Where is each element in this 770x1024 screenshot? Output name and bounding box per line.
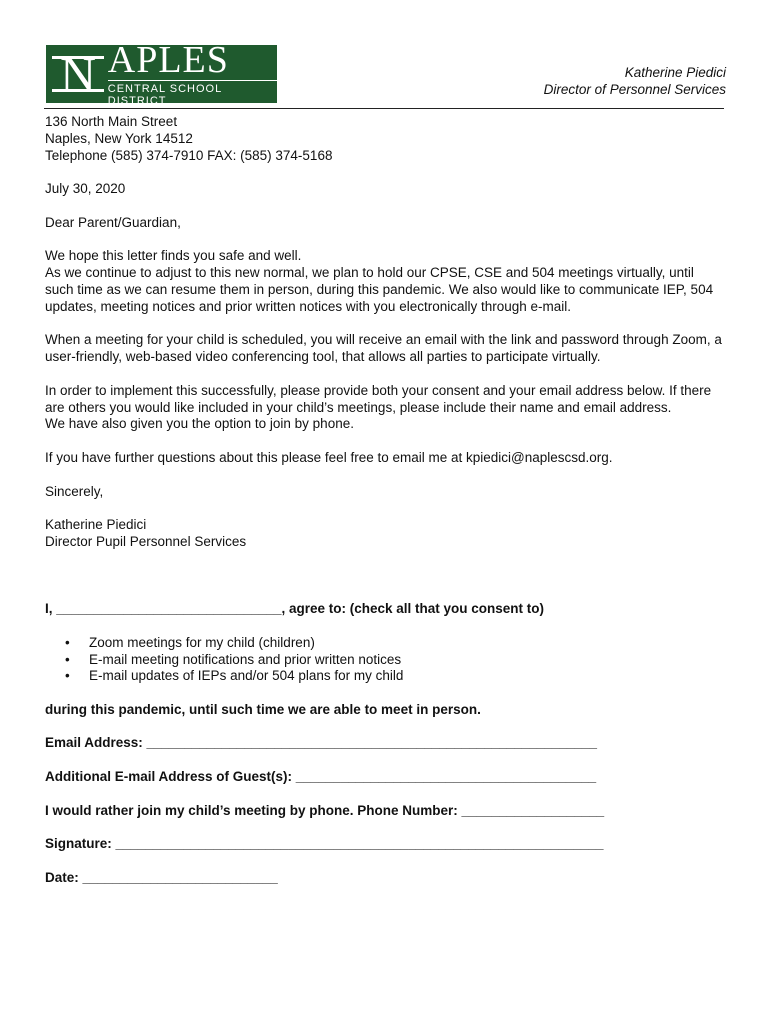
paragraph-1-line-2: As we continue to adjust to this new normal, we plan to hold our CPSE, CSE and 504 meetings virtually, until such time as we can resume them in person, during this pandemic. We also would like to communicate IEP, 504 updates, meeting notices and prior written notices with you electronically through e-mail. [45,265,714,314]
address-phone: Telephone (585) 374-7910 FAX: (585) 374-5168 [45,147,333,163]
address-street: 136 North Main Street [45,114,178,129]
consent-option-zoom[interactable]: • Zoom meetings for my child (children) [65,635,725,652]
naples-logo [46,38,277,107]
paragraph-4: If you have further questions about this please feel free to email me at kpiedici@naplescsd.org. [45,449,613,465]
phone-number-field[interactable]: I would rather join my child’s meeting by phone. Phone Number: ___________________ [45,802,605,818]
signature-name: Katherine Piedici [45,517,147,533]
consent-option-email-notices[interactable]: • E-mail meeting notifications and prior written notices [65,652,725,669]
logo-subtitle: CENTRAL SCHOOL DISTRICT [108,80,277,107]
consent-options-list [45,635,725,685]
salutation: Dear Parent/Guardian, [45,214,181,230]
letter-date: July 30, 2020 [45,181,126,197]
paragraph-2: When a meeting for your child is scheduled, you will receive an email with the link and password through Zoom, a user-friendly, web-based video conferencing tool, that allows all parties to participate virtually. [45,332,722,365]
header-divider [44,108,724,109]
logo-name: APLES [107,38,229,81]
address-city: Naples, New York 14512 [45,130,193,146]
guest-email-field[interactable]: Additional E-mail Address of Guest(s): ________________________________________ [45,769,597,785]
consent-line: I, ______________________________, agree to: (check all that you consent to) [45,601,545,617]
logo-emblem [52,45,102,103]
logo-letter: N [59,46,97,102]
signature-field[interactable]: Signature: _________________________________________________________________ [45,836,604,852]
date-field[interactable]: Date: __________________________ [45,869,278,885]
paragraph-3-line-1: In order to implement this successfully, please provide both your consent and your email address below. If there are others you would like included in your child’s meetings, please include their name and email address. [45,382,712,415]
letter-body [45,114,725,887]
sender-name: Katherine Piedici [624,65,726,80]
sender-title: Director of Personnel Services [543,82,726,97]
paragraph-3-line-2: We have also given you the option to join by phone. [45,416,354,432]
closing: Sincerely, [45,483,104,499]
logo-wordmark [107,38,277,107]
email-address-field[interactable]: Email Address: ____________________________________________________________ [45,735,598,751]
consent-option-email-updates[interactable]: • E-mail updates of IEPs and/or 504 plans for my child [65,668,725,685]
signature-title: Director Pupil Personnel Services [45,533,247,549]
paragraph-1-line-1: We hope this letter finds you safe and well. [45,248,302,264]
sender-block [544,64,726,98]
pandemic-line: during this pandemic, until such time we are able to meet in person. [45,701,481,717]
